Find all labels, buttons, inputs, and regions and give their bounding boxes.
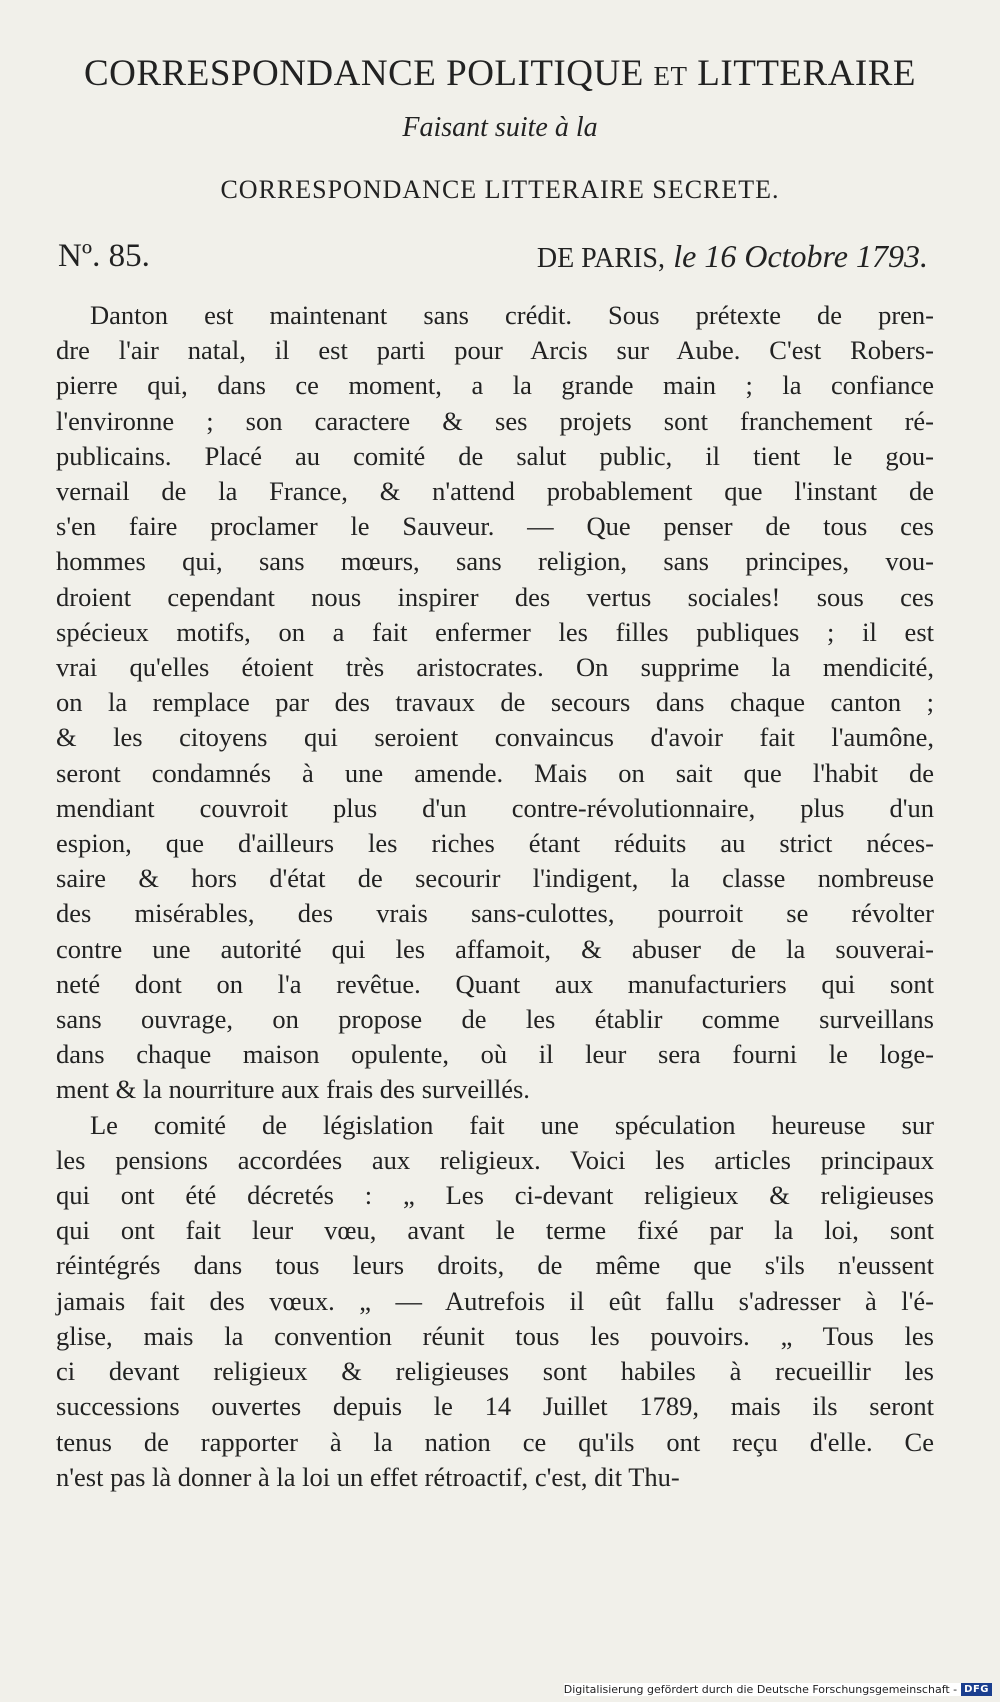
- text-line: vrai qu'elles étoient très aristocrates. On supprime la mendicité,: [56, 652, 934, 683]
- masthead-title-part-b: LITTERAIRE: [697, 53, 917, 94]
- text-line: réintégrés dans tous leurs droits, de même que s'ils n'eussent: [56, 1250, 934, 1281]
- dateline-date: le 16 Octobre 1793.: [673, 238, 928, 274]
- text-line: Danton est maintenant sans crédit. Sous prétexte de pren-: [90, 300, 934, 330]
- text-line: l'environne ; son caractere & ses projets sont franchement ré-: [56, 405, 934, 436]
- place-and-date: [537, 238, 928, 276]
- text-line: n'est pas là donner à la loi un effet rétroactif, c'est, dit Thu-: [56, 1461, 680, 1492]
- footer-text: Digitalisierung gefördert durch die Deutsche Forschungsgemeinschaft -: [563, 1683, 958, 1696]
- masthead-title-et: ET: [653, 61, 688, 91]
- text-line: ci devant religieux & religieuses sont habiles à recueillir les: [56, 1356, 934, 1387]
- text-line: hommes qui, sans mœurs, sans religion, sans principes, vou-: [56, 546, 934, 577]
- text-line: qui ont fait leur vœu, avant le terme fixé par la loi, sont: [56, 1215, 934, 1246]
- text-line: saire & hors d'état de secourir l'indigent, la classe nombreuse: [56, 863, 934, 894]
- text-line: glise, mais la convention réunit tous les pouvoirs. „ Tous les: [56, 1320, 934, 1351]
- masthead-subtitle: Faisant suite à la: [402, 112, 598, 143]
- text-line: Le comité de législation fait une spéculation heureuse sur: [90, 1109, 934, 1140]
- text-line: seront condamnés à une amende. Mais on sait que l'habit de: [56, 757, 934, 788]
- text-line: s'en faire proclamer le Sauveur. — Que penser de tous ces: [56, 511, 934, 542]
- text-line: pierre qui, dans ce moment, a la grande main ; la confiance: [56, 370, 934, 401]
- dateline-place: DE PARIS,: [536, 243, 665, 274]
- text-line: publicains. Placé au comité de salut public, il tient le gou-: [56, 440, 934, 471]
- text-line: droient cependant nous inspirer des vertus sociales! sous ces: [56, 581, 934, 612]
- dateline: [58, 238, 928, 276]
- text-line: spécieux motifs, on a fait enfermer les filles publiques ; il est: [56, 616, 934, 647]
- text-line: dans chaque maison opulente, où il leur sera fourni le loge-: [56, 1039, 934, 1070]
- text-line: les pensions accordées aux religieux. Voici les articles principaux: [56, 1144, 934, 1175]
- text-line: ment & la nourriture aux frais des surveillés.: [56, 1074, 530, 1105]
- text-line: espion, que d'ailleurs les riches étant réduits au strict néces-: [56, 828, 934, 859]
- text-line: contre une autorité qui les affamoit, & abuser de la souverai-: [56, 933, 934, 964]
- text-line: on la remplace par des travaux de secours dans chaque canton ;: [56, 687, 934, 718]
- text-line: & les citoyens qui seroient convaincus d'avoir fait l'aumône,: [56, 722, 934, 753]
- text-line: mendiant couvroit plus d'un contre-révolutionnaire, plus d'un: [56, 792, 934, 823]
- masthead-title: [30, 52, 970, 95]
- text-line: des misérables, des vrais sans-culottes, pourroit se révolter: [56, 898, 934, 929]
- text-line: qui ont été décretés : „ Les ci-devant religieux & religieuses: [56, 1180, 934, 1211]
- text-line: dre l'air natal, il est parti pour Arcis sur Aube. C'est Robers-: [56, 335, 934, 366]
- article-body: [56, 298, 934, 1495]
- dfg-logo: DFG: [961, 1683, 992, 1696]
- text-line: sans ouvrage, on propose de les établir comme surveillans: [56, 1004, 934, 1035]
- text-line: jamais fait des vœux. „ — Autrefois il eût fallu s'adresser à l'é-: [56, 1285, 934, 1316]
- text-line: neté dont on l'a revêtue. Quant aux manufacturiers qui sont: [56, 968, 934, 999]
- text-line: tenus de rapporter à la nation ce qu'ils ont reçu d'elle. Ce: [56, 1426, 934, 1457]
- text-line: successions ouvertes depuis le 14 Juillet 1789, mais ils seront: [56, 1391, 934, 1422]
- masthead-series: CORRESPONDANCE LITTERAIRE SECRETE.: [220, 175, 780, 204]
- digitization-footer: [564, 1683, 992, 1696]
- masthead-title-part-a: CORRESPONDANCE POLITIQUE: [83, 53, 644, 94]
- issue-number: Nº. 85.: [58, 238, 150, 274]
- text-line: vernail de la France, & n'attend probablement que l'instant de: [56, 476, 934, 507]
